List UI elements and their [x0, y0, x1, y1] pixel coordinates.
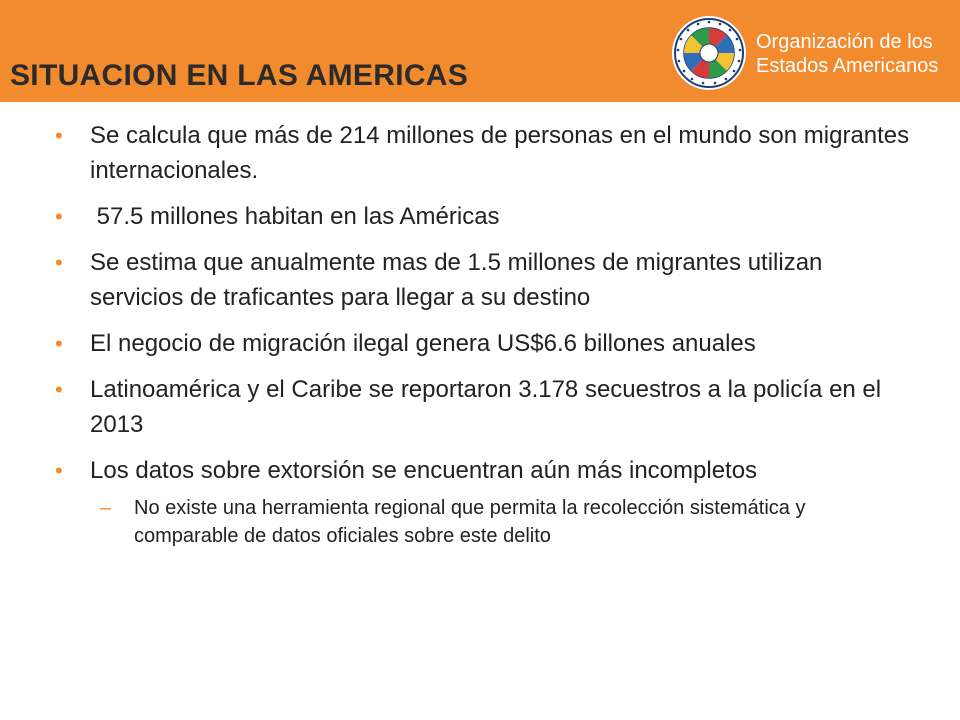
- list-item: [55, 326, 915, 361]
- list-item: [55, 118, 915, 188]
- bullet-icon: •: [55, 123, 63, 148]
- bullet-text: Latinoamérica y el Caribe se reportaron 3.178 secuestros a la policía en el 2013: [90, 376, 882, 438]
- bullet-text: El negocio de migración ilegal genera US$6.6 billones anuales: [90, 330, 756, 357]
- sub-list-item: [90, 494, 915, 550]
- org-logo: [668, 14, 950, 94]
- org-name-line2: Estados Americanos: [756, 55, 939, 77]
- sub-bullet-text: No existe una herramienta regional que permita la recolección sistemática y comparable de datos oficiales sobre este delito: [134, 497, 806, 547]
- dash-icon: –: [100, 497, 112, 519]
- list-item: [55, 199, 915, 234]
- oas-seal-icon: [670, 14, 748, 92]
- list-item: [55, 453, 915, 550]
- org-name-line1: Organización de los: [756, 31, 933, 53]
- list-item: [55, 372, 915, 442]
- bullet-text: 57.5 millones habitan en las Américas: [90, 203, 500, 230]
- bullet-text: Los datos sobre extorsión se encuentran aún más incompletos: [90, 457, 758, 484]
- bullet-icon: •: [55, 204, 63, 229]
- list-item: [55, 245, 915, 315]
- content-area: [55, 118, 915, 561]
- page-title: SITUACION EN LAS AMERICAS: [10, 59, 469, 92]
- bullet-icon: •: [55, 458, 63, 483]
- sub-bullet-list: [90, 494, 915, 550]
- bullet-list: [55, 118, 915, 550]
- org-name: [756, 30, 946, 78]
- bullet-icon: •: [55, 377, 63, 402]
- bullet-icon: •: [55, 331, 63, 356]
- bullet-icon: •: [55, 250, 63, 275]
- bullet-text: Se estima que anualmente mas de 1.5 millones de migrantes utilizan servicios de traficantes para llegar a su destino: [90, 249, 823, 311]
- bullet-text: Se calcula que más de 214 millones de personas en el mundo son migrantes internacionales.: [90, 122, 910, 184]
